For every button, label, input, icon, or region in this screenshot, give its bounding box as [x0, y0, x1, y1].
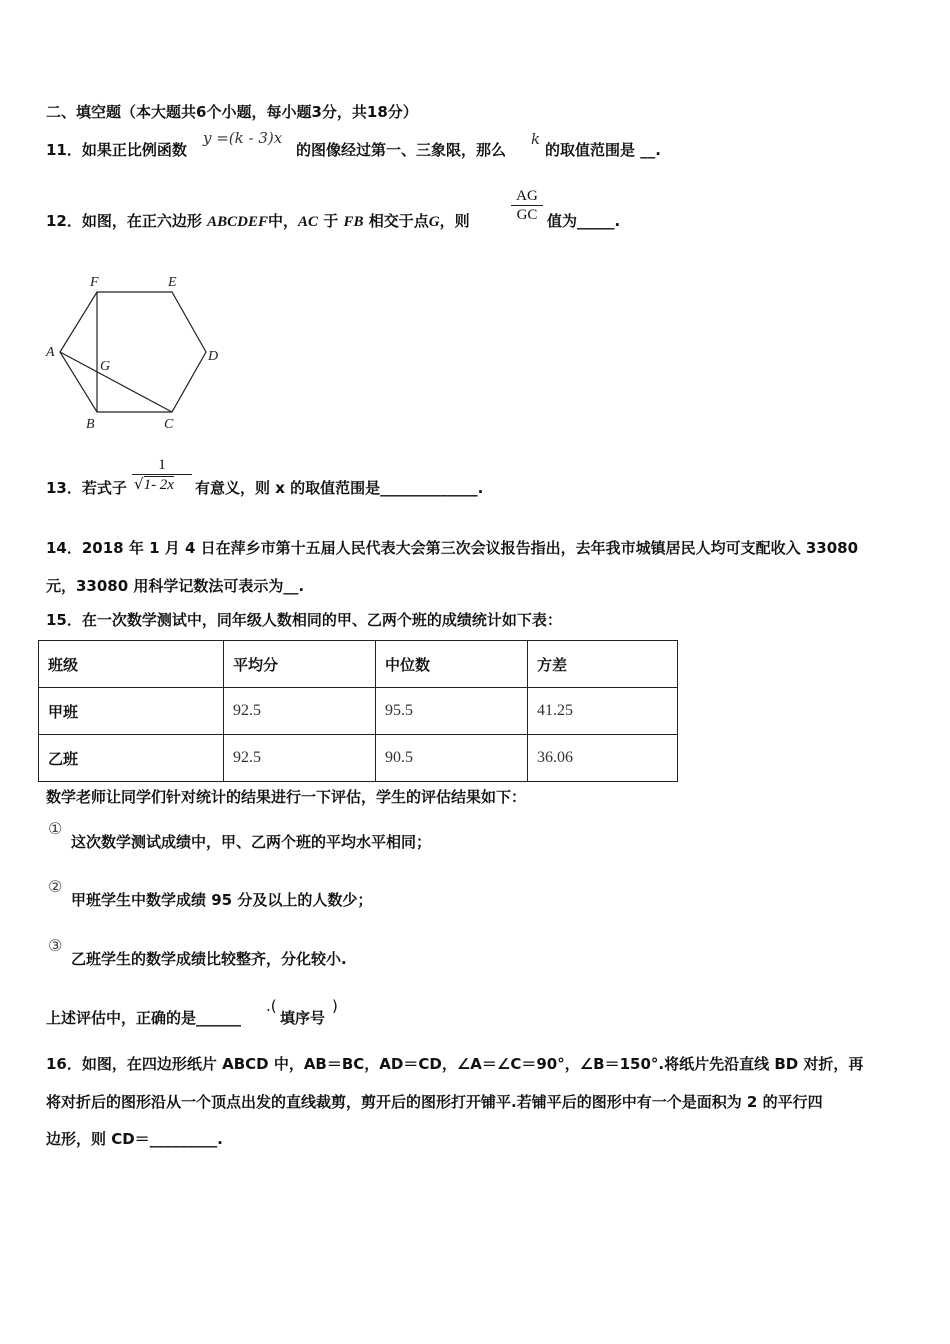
label-e: E	[168, 275, 177, 290]
q13-radicand: 1- 2x	[143, 477, 174, 493]
table-row	[39, 688, 678, 735]
q12-text-mid4: ，则	[439, 212, 470, 230]
q12-ac: AC	[298, 214, 319, 230]
q11-number: 11．	[46, 141, 82, 159]
table-header-cell: 平均分	[224, 641, 376, 688]
q11-text-post: 的取值范围是 __.	[545, 141, 661, 159]
item-2-mark: ②	[48, 877, 63, 896]
item-1-text: 这次数学测试成绩中，甲、乙两个班的平均水平相同；	[71, 833, 432, 851]
q13-text-pre: 若式子	[81, 479, 127, 497]
q16-line-2: 将对折后的图形沿从一个顶点出发的直线裁剪，剪开后的图形打开铺平.若铺平后的图形中有一个是面积为 2 的平行四	[46, 1093, 823, 1111]
table-cell: 92.5	[224, 735, 376, 782]
table-cell-class: 甲班	[39, 688, 224, 735]
label-g: G	[100, 359, 111, 374]
label-b: B	[86, 417, 95, 432]
table-row	[39, 735, 678, 782]
q12-hexagon-name: ABCDEF	[207, 214, 268, 230]
q14-line-2: 元，33080 用科学记数法可表示为__.	[46, 577, 305, 595]
question-13	[46, 478, 127, 498]
table-header-row	[39, 641, 678, 688]
table-header-cell: 班级	[39, 641, 224, 688]
q15-intro: 15．在一次数学测试中，同年级人数相同的甲、乙两个班的成绩统计如下表：	[46, 611, 562, 629]
q13-fraction-numerator: 1	[158, 457, 166, 473]
q13-fraction	[132, 456, 192, 494]
q13-fraction-denominator	[132, 475, 192, 494]
q11-text-mid: 的图像经过第一、三象限，那么	[296, 141, 507, 159]
score-table	[38, 640, 678, 782]
q15-answer-note: 填序号	[280, 1009, 326, 1027]
label-c: C	[164, 417, 174, 432]
q13-number: 13．	[46, 479, 82, 497]
q14-line-1: 14．2018 年 1 月 4 日在萍乡市第十五届人民代表大会第三次会议报告指出，去年我市城镇居民人均可支配收入 33080	[46, 539, 859, 557]
item-3-mark: ③	[48, 936, 63, 955]
q12-fb: FB	[343, 214, 364, 230]
label-d: D	[208, 349, 219, 364]
q12-fraction	[511, 187, 543, 224]
q12-text-pre: 如图，在正六边形	[81, 212, 202, 230]
table-cell: 95.5	[376, 688, 528, 735]
item-2-text: 甲班学生中数学成绩 95 分及以上的人数少；	[71, 891, 373, 909]
q12-text-mid3: 相交于点	[368, 212, 429, 230]
hexagon-shape	[60, 292, 206, 412]
q12-text-mid1: 中，	[267, 212, 298, 230]
table-cell: 92.5	[224, 688, 376, 735]
question-11	[46, 140, 187, 160]
q12-g: G	[428, 214, 440, 230]
question-12	[46, 211, 470, 232]
q12-text-post: 值为_____.	[547, 212, 621, 230]
q15-after-table: 数学老师让同学们针对统计的结果进行一下评估，学生的评估结果如下：	[46, 788, 527, 806]
q11-text-pre: 如果正比例函数	[81, 141, 187, 159]
table-cell: 36.06	[528, 735, 678, 782]
item-3-text: 乙班学生的数学成绩比较整齐，分化较小.	[71, 950, 347, 968]
sqrt-icon: √	[134, 475, 144, 493]
q15-answer-open: .(	[266, 997, 277, 1015]
table-cell: 41.25	[528, 688, 678, 735]
item-1-mark: ①	[48, 819, 63, 838]
q11-var-k: k	[531, 130, 541, 148]
table-cell: 90.5	[376, 735, 528, 782]
label-f: F	[90, 275, 99, 290]
q16-line-3: 边形，则 CD＝_________.	[46, 1130, 223, 1148]
q15-answer-close: )	[332, 997, 338, 1015]
q13-text-post: 有意义，则 x 的取值范围是_____________.	[195, 479, 484, 497]
hexagon-figure	[40, 268, 230, 438]
segment-ac	[60, 352, 172, 412]
q12-fraction-numerator: AG	[516, 188, 538, 204]
section-title: 二、填空题（本大题共6个小题，每小题3分，共18分）	[46, 103, 418, 121]
q15-answer-prompt: 上述评估中，正确的是______	[46, 1009, 242, 1027]
table-cell-class: 乙班	[39, 735, 224, 782]
table-header-cell: 中位数	[376, 641, 528, 688]
q12-text-mid2: 于	[323, 212, 339, 230]
q12-number: 12．	[46, 212, 82, 230]
table-header-cell: 方差	[528, 641, 678, 688]
q12-fraction-denominator: GC	[516, 207, 538, 223]
label-a: A	[46, 345, 55, 360]
q11-formula: y =(k - 3)x	[203, 129, 283, 147]
q16-line-1: 16．如图，在四边形纸片 ABCD 中，AB＝BC，AD＝CD，∠A＝∠C＝90°，∠B＝150°.将纸片先沿直线 BD 对折，再	[46, 1055, 864, 1073]
